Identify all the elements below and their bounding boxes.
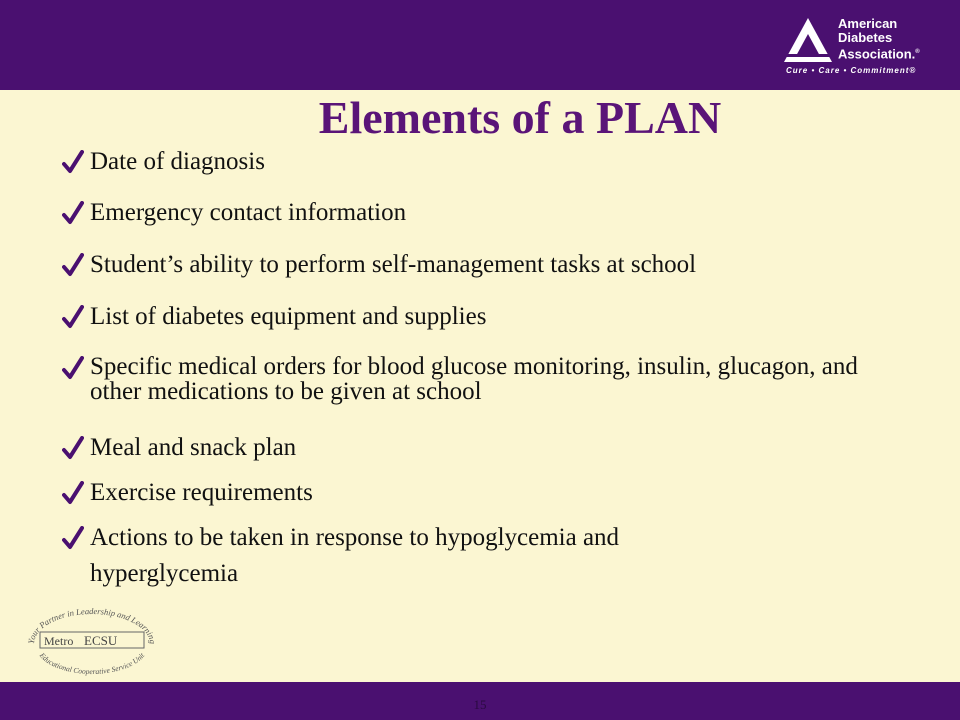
bullet-text: Exercise requirements (90, 479, 313, 506)
checkmark-icon (62, 150, 84, 174)
svg-text:Educational Cooperative Servic (37, 650, 147, 676)
bullet-text: Emergency contact information (90, 199, 407, 226)
metro-arc-bottom: Educational Cooperative Service Unit (37, 650, 147, 676)
page-number: 15 (473, 697, 487, 712)
checkmark-icon (62, 436, 84, 460)
checkmark-icon (62, 526, 84, 550)
bullet-text: Date of diagnosis (90, 148, 265, 175)
ada-logo (784, 14, 934, 80)
checkmark-icon (62, 201, 84, 225)
bullet-text: Actions to be taken in response to hypoglycemia and hyperglycemia (90, 524, 620, 587)
metro-arc-top: Your Partner in Leadership and Learnin (26, 605, 156, 645)
ada-name (838, 17, 920, 61)
metro-ecsu-logo (26, 604, 156, 676)
ada-name-line2: Diabetes (838, 30, 893, 45)
bullet-text: List of diabetes equipment and supplies (90, 303, 487, 330)
metro-ecsu-emblem (26, 604, 156, 676)
slide-title: Elements of a PLAN (318, 92, 722, 143)
checkmark-icon (62, 253, 84, 277)
registered-mark: ® (915, 49, 920, 55)
ada-triangle-icon (784, 18, 832, 62)
checkmark-icon (62, 481, 84, 505)
bullet-text: Meal and snack plan (90, 434, 297, 461)
checkmark-icon (62, 356, 84, 380)
ada-name-line3: Association. (838, 46, 916, 62)
checkmark-icon (62, 305, 84, 329)
ada-name-line1: American (838, 16, 898, 31)
metro-word: Metro (44, 634, 74, 648)
ada-tagline: Cure • Care • Commitment® (786, 66, 917, 75)
bullet-text: Specific medical orders for blood glucose monitoring, insulin, glucagon, and other medications to be given at school (90, 353, 858, 405)
bullet-text: Student’s ability to perform self-management tasks at school (90, 251, 697, 278)
ecsu-word: ECSU (84, 633, 118, 648)
